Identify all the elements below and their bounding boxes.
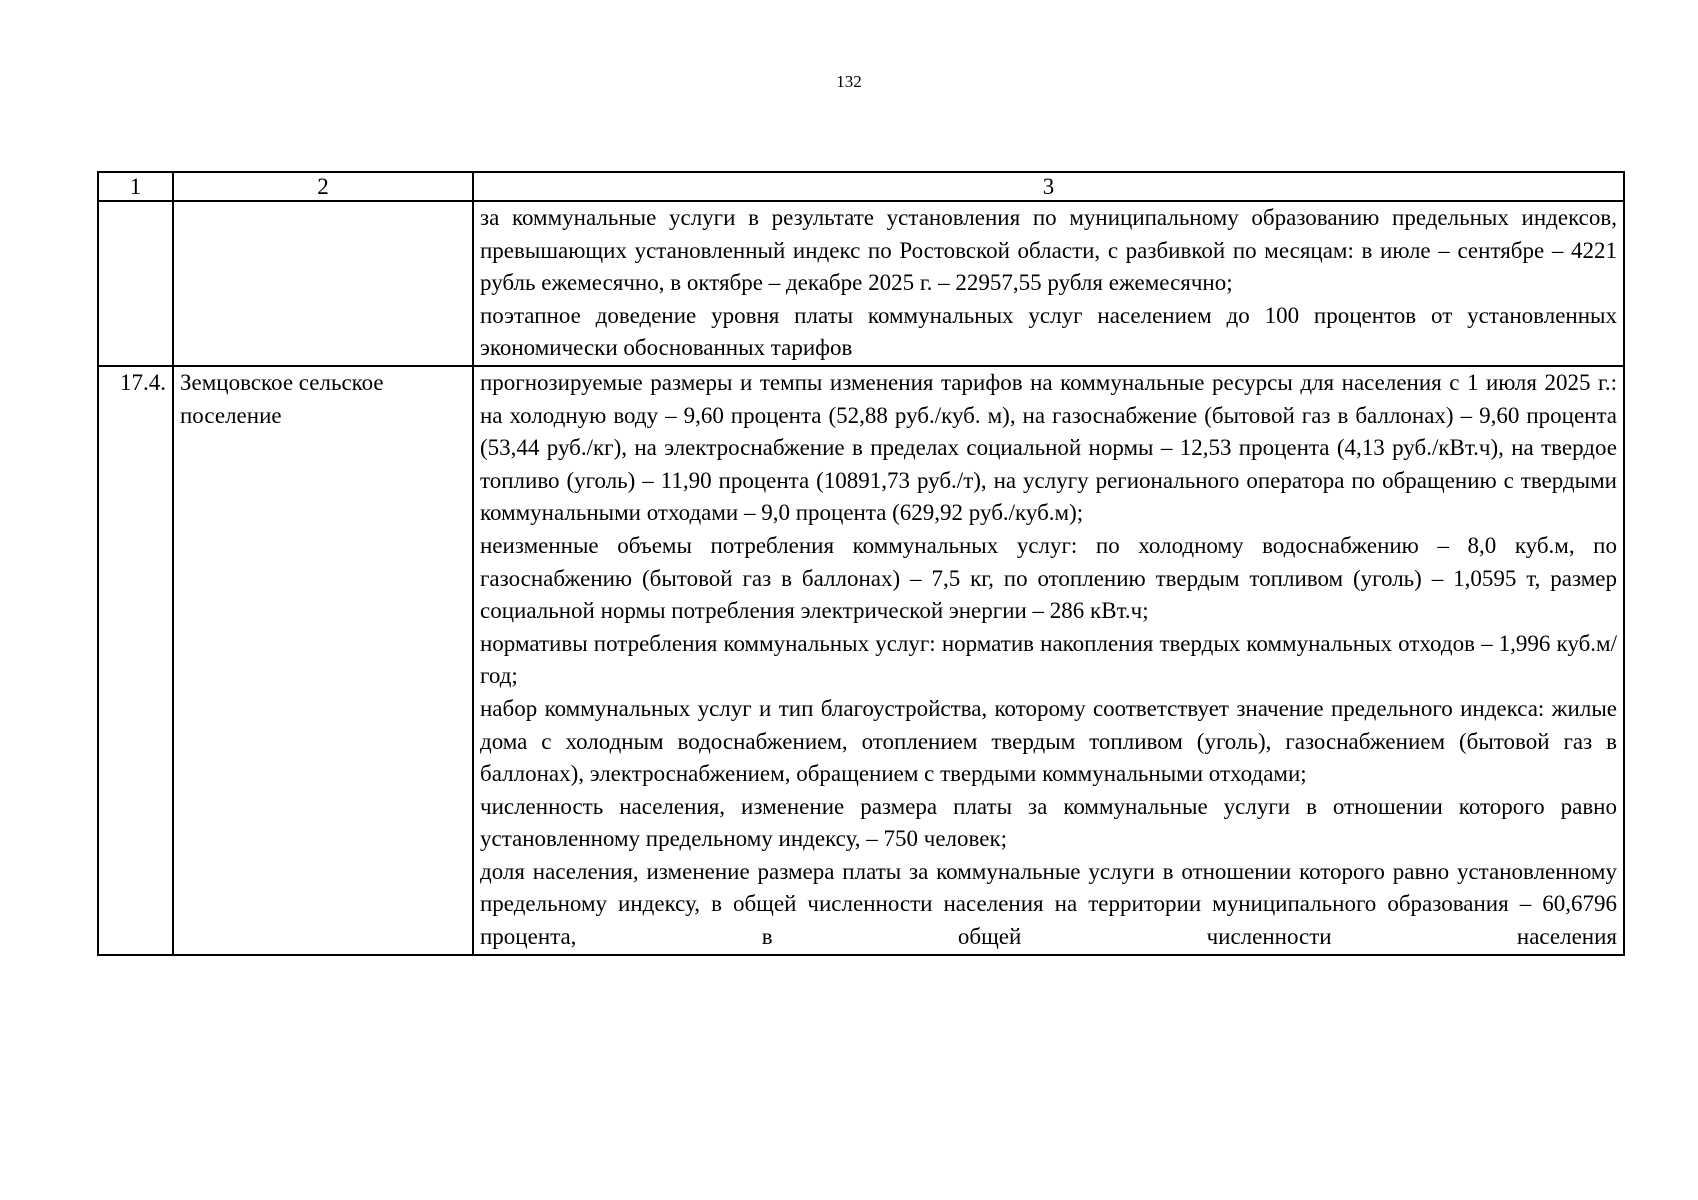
table-header-row (98, 172, 1624, 201)
text-paragraph: нормативы потребления коммунальных услуг: норматив накопления твердых коммунальных отходов – 1,996 куб.м/год; (480, 630, 1617, 689)
text-paragraph: за коммунальные услуги в результате установления по муниципальному образованию предельных индексов, превышающих установленный индекс по Ростовской области, с разбивкой по месяцам: в июле – сентябре – 4221 рубль ежемесячно, в октябре – декабре 2025 г. – 22957,55 рубля ежемесячно; (480, 205, 1617, 296)
text-paragraph: неизменные объемы потребления коммунальных услуг: по холодному водоснабжению – 8,0 куб.м, по газоснабжению (бытовой газ в баллонах) – 7,5 кг, по отоплению твердым топливом (уголь) – 1,0595 т, размер социальной нормы потребления электрической энергии – 286 кВт.ч; (480, 532, 1617, 624)
tariff-table (97, 171, 1625, 956)
continuation-text-cell (473, 201, 1624, 366)
table-row-17-4 (98, 366, 1624, 955)
text-paragraph: поэтапное доведение уровня платы коммунальных услуг населением до 100 процентов от установленных экономически обоснованных тарифов (480, 302, 1617, 361)
row-text-cell (473, 366, 1624, 955)
row-number: 17.4. (98, 366, 173, 955)
text-paragraph: набор коммунальных услуг и тип благоустройства, которому соответствует значение предельного индекса: жилые дома с холодным водоснабжением, отоплением твердым топливом (уголь), газоснабжением (бытовой газ в баллонах), электроснабжением, обращением с твердыми коммунальными отходами; (480, 695, 1617, 787)
text-paragraph: численность населения, изменение размера платы за коммунальные услуги в отношении которого равно установленному предельному индексу, – 750 человек; (480, 793, 1617, 852)
header-col-2: 2 (173, 172, 473, 201)
page-number: 132 (836, 72, 862, 91)
settlement-name: Земцовское сельское поселение (173, 366, 473, 955)
table-row-continuation (98, 201, 1624, 366)
text-paragraph: доля населения, изменение размера платы за коммунальные услуги в отношении которого равно установленному предельному индексу, в общей численности населения на территории муниципального образования – 60,6796 процента, в общей численности населения (480, 858, 1617, 950)
header-col-3: 3 (473, 172, 1624, 201)
continuation-name-cell (173, 201, 473, 366)
header-col-1: 1 (98, 172, 173, 201)
text-paragraph: прогнозируемые размеры и темпы изменения тарифов на коммунальные ресурсы для населения с 1 июля 2025 г.: на холодную воду – 9,60 процента (52,88 руб./куб. м), на газоснабжение (бытовой газ в баллонах) – 9,60 процента (53,44 руб./кг), на электроснабжение в пределах социальной нормы – 12,53 процента (4,13 руб./кВт.ч), на твердое топливо (уголь) – 11,90 процента (10891,73 руб./т), на услугу регионального оператора по обращению с твердыми коммунальными отходами – 9,0 процента (629,92 руб./куб.м); (480, 369, 1617, 526)
continuation-number-cell (98, 201, 173, 366)
